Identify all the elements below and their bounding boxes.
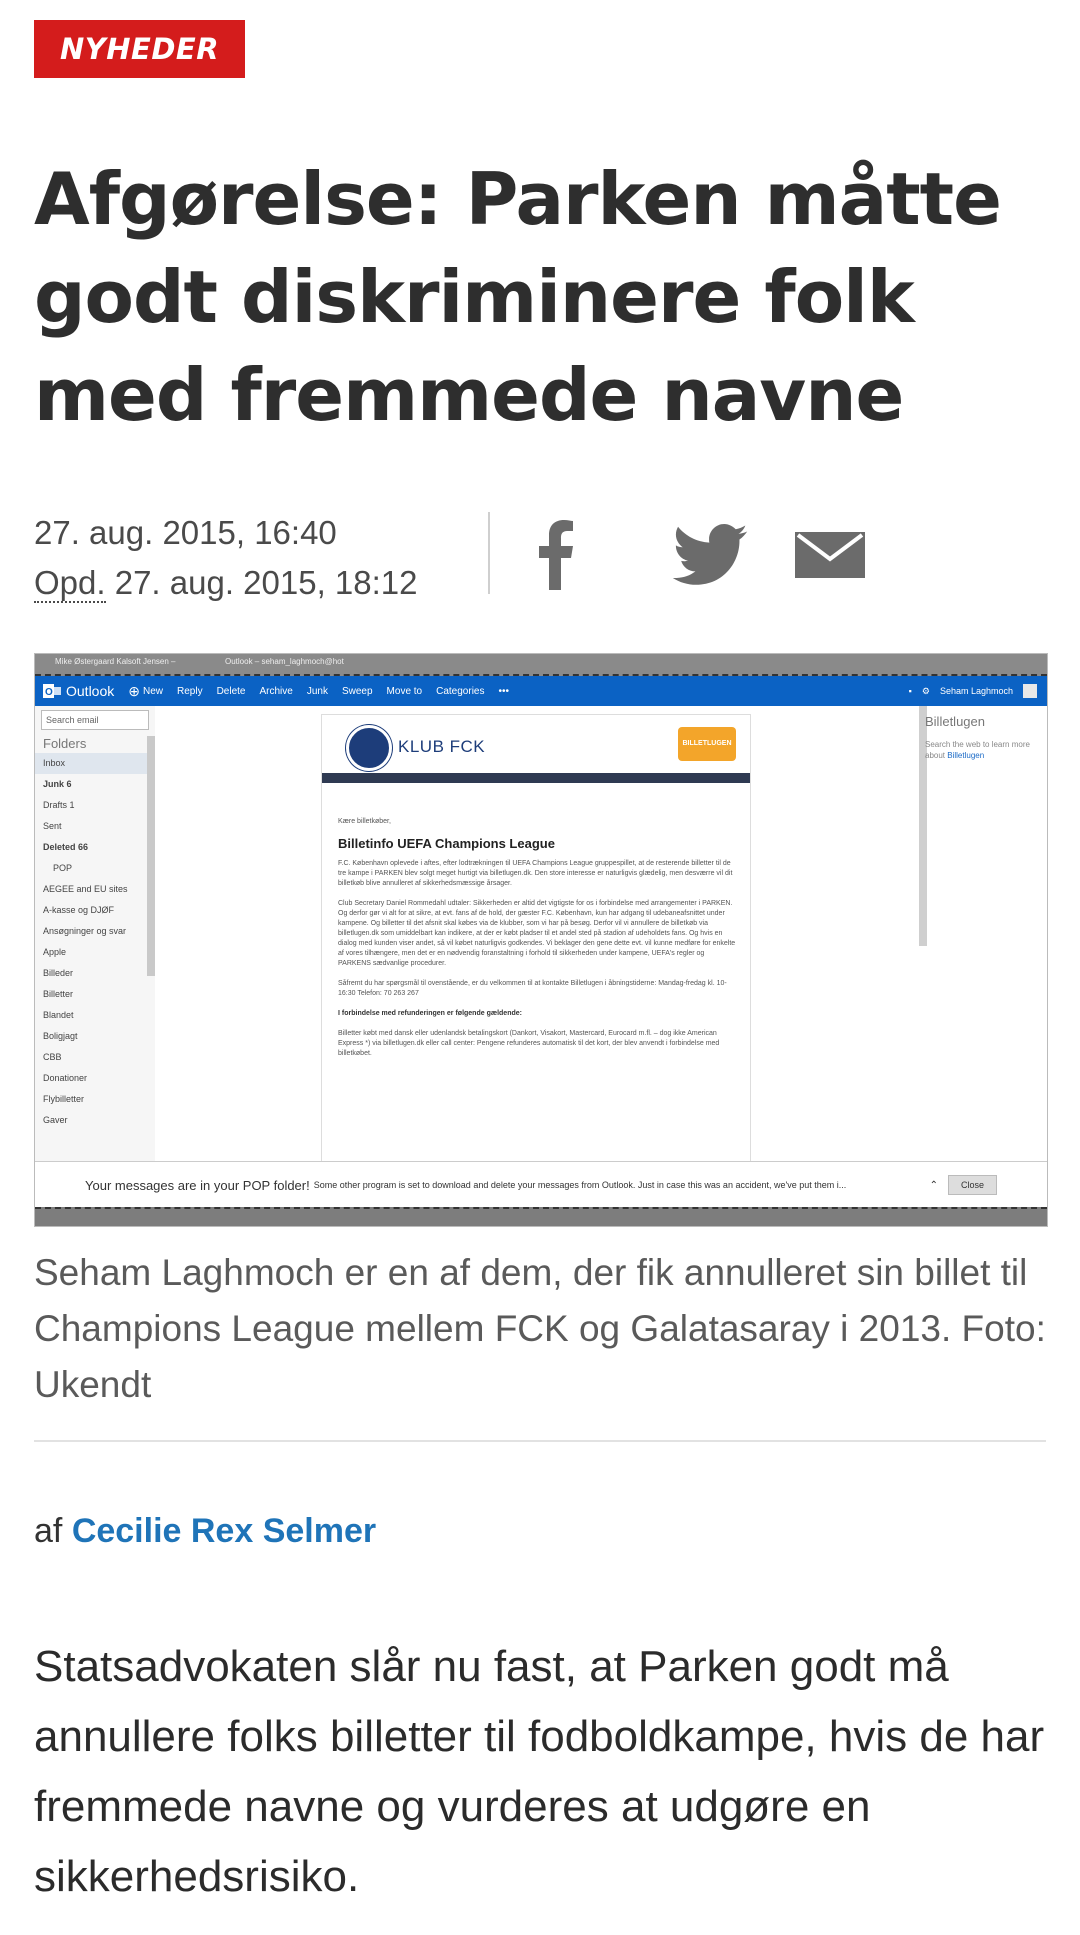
gear-icon[interactable]: ⚙ [921, 685, 930, 696]
app-name: Outlook [66, 683, 115, 699]
search-email-input[interactable]: Search email [41, 710, 149, 730]
folder-item[interactable]: Billeder [43, 968, 74, 978]
byline [34, 1512, 376, 1551]
junk-button[interactable]: Junk [306, 685, 328, 697]
email-paragraph: Club Secretary Daniel Rommedahl udtaler: Sikkerheden er altid det vigtigste for os i forbindelse med arrangementer i PARKEN. Og derfor gør vi alt for at sikre, at evt. fans af de hold, der gæster F.C. København, kun har adgang til udebaneafsnittet under kampene. Og billetter til det afsnit skal købes via de klubber, som vi har på besøg. Derfor vil vi annullere de billetkøb via billetlugen.dk som umiddelbart kan indikere, at der er købt pladser til et andel sted på stadion af udeholdets fans. Og hvis en dialog med kunden viser andet, så vil købet naturligvis godkendes. Vi beklager den gene dette evt. vil kunne medføre for enkelte af vores tilhængere, men det er en nødvendig foranstaltning i forhold til sikkerheden under kampene, UEFA's regler og PARKENS sædvanlige procedurer. [338, 900, 736, 967]
delete-button[interactable]: Delete [216, 685, 246, 697]
folder-item[interactable]: Sent [43, 821, 62, 831]
folder-item[interactable]: POP [53, 863, 73, 873]
new-button[interactable]: New [142, 685, 163, 697]
email-text [322, 783, 750, 1059]
notice-main-text: Your messages are in your POP folder! [85, 1177, 310, 1193]
email-paragraph: Billetter købt med dansk eller udenlandsk betalingskort (Dankort, Visakort, Mastercard, Eurocard m.fl. – dog ikke American Express *) via billetlugen.dk eller call center: Pengene refunderes automatisk til det kort, der blev anvendt i forbindelse med billetkøbet. [338, 1030, 720, 1057]
published-date: 27. aug. 2015, 16:40 [34, 514, 337, 551]
updated-abbr: Opd. [34, 564, 106, 601]
email-greeting: Kære billetkøber, [338, 818, 391, 825]
email-brand: KLUB FCK [398, 737, 486, 756]
outlook-brand[interactable] [35, 683, 128, 699]
pop-notice-bar [35, 1161, 1047, 1208]
divider [34, 1440, 1046, 1442]
browser-tabbar [35, 654, 1047, 676]
article-image[interactable] [34, 653, 1048, 1227]
folder-item[interactable]: Blandet [43, 1010, 74, 1020]
browser-tab: Mike Østergaard Kalsoft Jensen – [55, 657, 176, 666]
sweep-button[interactable]: Sweep [341, 685, 373, 697]
article-meta [34, 508, 418, 608]
share-facebook-button[interactable] [530, 515, 580, 595]
browser-tab: Outlook – seham_laghmoch@hot [225, 657, 344, 666]
email-header [322, 715, 750, 783]
move-to-button[interactable]: Move to [386, 685, 423, 697]
avatar-icon[interactable] [1023, 684, 1037, 698]
chevron-up-icon[interactable]: ⌃ [929, 1179, 938, 1191]
reply-button[interactable]: Reply [177, 685, 203, 697]
outlook-toolbar [35, 676, 1047, 706]
email-paragraph: Såfremt du har spørgsmål til ovenstående, er du velkommen til at kontakte Billetlugen i åbningstiderne: Mandag-fredag kl. 10-16:30 Telefon: 70 263 267 [338, 980, 727, 997]
folder-item[interactable]: CBB [43, 1052, 62, 1062]
image-caption: Seham Laghmoch er en af dem, der fik annulleret sin billet til Champions League mellem FCK og Galatasaray i 2013. Foto: Ukendt [34, 1252, 1046, 1405]
facebook-icon [537, 520, 573, 590]
meta-divider [488, 512, 490, 594]
section-tag[interactable]: NYHEDER [34, 20, 245, 78]
user-name[interactable]: Seham Laghmoch [939, 686, 1013, 696]
billetlugen-badge: BILLETLUGEN [678, 727, 736, 761]
folder-item[interactable]: Ansøgninger og svar [43, 926, 127, 936]
fck-logo-icon [346, 725, 392, 771]
folder-item[interactable]: Drafts 1 [43, 800, 75, 810]
email-paragraph: I forbindelse med refunderingen er følgende gældende: [338, 1010, 522, 1017]
new-circle-icon: ⊕ [128, 682, 140, 699]
folders-heading: Folders [43, 736, 87, 751]
right-panel [925, 706, 1035, 1161]
article-lead: Statsadvokaten slår nu fast, at Parken godt må annullere folks billetter til fodboldkampe, hvis de har fremmede navne og vurderes at udgøre en sikkerhedsrisiko. [34, 1642, 1045, 1901]
folder-item[interactable]: Apple [43, 947, 67, 957]
author-link[interactable]: Cecilie Rex Selmer [71, 1512, 377, 1550]
folder-item[interactable]: Donationer [43, 1073, 88, 1083]
folder-item[interactable]: A-kasse og DJØF [43, 905, 115, 915]
email-title: Billetinfo UEFA Champions League [338, 836, 555, 851]
categories-button[interactable]: Categories [436, 685, 485, 697]
chat-icon[interactable]: ▪ [908, 686, 912, 696]
right-panel-desc: Search the web to learn more about [925, 740, 1030, 760]
svg-text:O: O [45, 687, 53, 698]
right-panel-link[interactable]: Billetlugen [947, 751, 985, 760]
more-button[interactable]: ••• [498, 685, 509, 697]
folder-item[interactable]: Junk 6 [43, 779, 72, 789]
email-body [321, 714, 751, 1163]
folder-item[interactable]: Gaver [43, 1115, 68, 1125]
folder-pane [35, 706, 155, 1161]
byline-prefix: af [34, 1512, 63, 1550]
archive-button[interactable]: Archive [259, 685, 293, 697]
updated-date: 27. aug. 2015, 18:12 [114, 564, 418, 601]
right-panel-text [925, 739, 1035, 761]
share-email-button[interactable] [790, 515, 870, 595]
folder-item[interactable]: Billetter [43, 989, 74, 999]
twitter-icon [660, 524, 760, 586]
folder-item[interactable]: Flybilletter [43, 1094, 85, 1104]
browser-statusbar [35, 1207, 1047, 1227]
notice-sub-text: Some other program is set to download and delete your messages from Outlook. Just in case this was an accident, we've put them i... [313, 1180, 847, 1190]
right-panel-title: Billetlugen [925, 714, 985, 729]
folder-scrollbar[interactable] [147, 736, 155, 976]
notice-close-button[interactable]: Close [948, 1175, 997, 1195]
folder-item[interactable]: AEGEE and EU sites [43, 884, 128, 894]
folder-item[interactable]: Inbox [35, 753, 155, 774]
article-headline: Afgørelse: Parken måtte godt diskriminere folk med fremmede navne [34, 157, 1001, 437]
email-paragraph: F.C. København oplevede i aftes, efter lodtrækningen til UEFA Champions League gruppespillet, at de resterende billetter til de tre kampe i PARKEN blev solgt meget hurtigt via billetlugen.dk. Den store interesse er naturligvis glædelig, men desværre vil dit billetkøb blive annulleret af sikkerhedsmæssige årsager. [338, 860, 733, 887]
folder-item[interactable]: Deleted 66 [43, 842, 89, 852]
mail-icon [795, 532, 865, 578]
outlook-logo-icon [43, 683, 61, 699]
updated-line [34, 558, 418, 608]
folder-item[interactable]: Boligjagt [43, 1031, 78, 1041]
share-twitter-button[interactable] [655, 515, 765, 595]
user-area [909, 684, 1047, 698]
